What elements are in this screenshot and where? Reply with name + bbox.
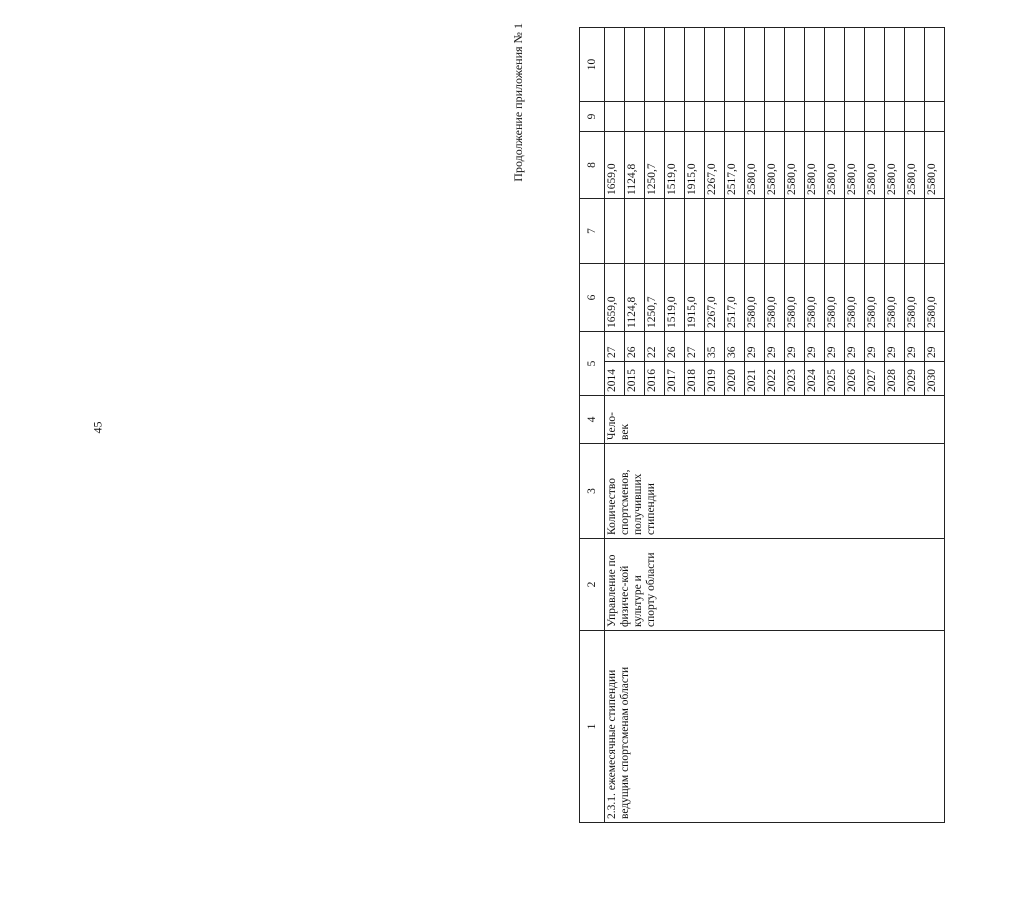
year-cell: 2019 (705, 362, 725, 396)
c9-cell (605, 102, 625, 132)
c9-cell (705, 102, 725, 132)
c9-cell (685, 102, 705, 132)
amount-cell: 2580,0 (745, 264, 765, 332)
count-cell: 29 (885, 332, 905, 362)
col7-cell (685, 199, 705, 264)
col-header-8: 8 (580, 132, 605, 199)
amount-cell: 2580,0 (865, 264, 885, 332)
c10-cell (805, 28, 825, 102)
c9-cell (825, 102, 845, 132)
count-cell: 27 (685, 332, 705, 362)
amount-cell: 1519,0 (665, 264, 685, 332)
amount-cell: 2580,0 (905, 264, 925, 332)
count-cell: 29 (905, 332, 925, 362)
col-header-6: 6 (580, 264, 605, 332)
c10-cell (865, 28, 885, 102)
year-cell: 2025 (825, 362, 845, 396)
amount-cell: 1659,0 (605, 264, 625, 332)
col-header-7: 7 (580, 199, 605, 264)
c10-cell (665, 28, 685, 102)
c10-cell (785, 28, 805, 102)
cell-col2: Управление по физичес-кой культуре и спорту области (605, 539, 945, 631)
amount-cell: 1124,8 (625, 264, 645, 332)
count-cell: 36 (725, 332, 745, 362)
c10-cell (705, 28, 725, 102)
col-header-1: 1 (580, 631, 605, 823)
count-cell: 22 (645, 332, 665, 362)
amount-cell: 2580,0 (785, 264, 805, 332)
col8-cell: 2580,0 (805, 132, 825, 199)
col7-cell (725, 199, 745, 264)
amount-cell: 2580,0 (805, 264, 825, 332)
amount-cell: 2580,0 (845, 264, 865, 332)
c10-cell (825, 28, 845, 102)
year-cell: 2014 (605, 362, 625, 396)
col7-cell (625, 199, 645, 264)
amount-cell: 1915,0 (685, 264, 705, 332)
c10-cell (765, 28, 785, 102)
year-cell: 2027 (865, 362, 885, 396)
col7-cell (825, 199, 845, 264)
c9-cell (865, 102, 885, 132)
col8-cell: 2580,0 (825, 132, 845, 199)
header-row (580, 28, 605, 823)
col8-cell: 2580,0 (845, 132, 865, 199)
amount-cell: 2267,0 (705, 264, 725, 332)
count-cell: 26 (665, 332, 685, 362)
col-header-5: 5 (580, 332, 605, 396)
amount-cell: 2580,0 (765, 264, 785, 332)
year-cell: 2026 (845, 362, 865, 396)
c10-cell (625, 28, 645, 102)
col-header-4: 4 (580, 396, 605, 444)
col7-cell (605, 199, 625, 264)
c10-cell (925, 28, 945, 102)
col8-cell: 1519,0 (665, 132, 685, 199)
table-body (605, 28, 945, 823)
year-cell: 2021 (745, 362, 765, 396)
amount-cell: 1250,7 (645, 264, 665, 332)
col7-cell (865, 199, 885, 264)
c10-cell (905, 28, 925, 102)
c9-cell (765, 102, 785, 132)
col8-cell: 2580,0 (745, 132, 765, 199)
count-cell: 26 (625, 332, 645, 362)
c10-cell (645, 28, 665, 102)
col8-cell: 1915,0 (685, 132, 705, 199)
c9-cell (625, 102, 645, 132)
c9-cell (885, 102, 905, 132)
col7-cell (705, 199, 725, 264)
col7-cell (805, 199, 825, 264)
year-cell: 2023 (785, 362, 805, 396)
col8-cell: 2580,0 (885, 132, 905, 199)
data-table (579, 27, 945, 823)
col7-cell (925, 199, 945, 264)
col8-cell: 2267,0 (705, 132, 725, 199)
amount-cell: 2580,0 (825, 264, 845, 332)
c10-cell (845, 28, 865, 102)
col8-cell: 2580,0 (865, 132, 885, 199)
amount-cell: 2580,0 (885, 264, 905, 332)
c9-cell (905, 102, 925, 132)
col7-cell (905, 199, 925, 264)
table-row (605, 28, 625, 823)
count-cell: 29 (925, 332, 945, 362)
year-cell: 2017 (665, 362, 685, 396)
c9-cell (665, 102, 685, 132)
year-cell: 2029 (905, 362, 925, 396)
amount-cell: 2580,0 (925, 264, 945, 332)
c10-cell (745, 28, 765, 102)
col8-cell: 2517,0 (725, 132, 745, 199)
c9-cell (845, 102, 865, 132)
col8-cell: 1124,8 (625, 132, 645, 199)
col8-cell: 1659,0 (605, 132, 625, 199)
col7-cell (745, 199, 765, 264)
col8-cell: 2580,0 (785, 132, 805, 199)
count-cell: 29 (865, 332, 885, 362)
col8-cell: 2580,0 (925, 132, 945, 199)
c9-cell (745, 102, 765, 132)
col7-cell (845, 199, 865, 264)
c9-cell (925, 102, 945, 132)
appendix-caption: Продолжение приложения № 1 (511, 23, 525, 182)
count-cell: 29 (765, 332, 785, 362)
cell-col1: 2.3.1. ежемесячные стипендии ведущим спортсменам области (605, 631, 945, 823)
col-header-3: 3 (580, 444, 605, 539)
col7-cell (665, 199, 685, 264)
c9-cell (785, 102, 805, 132)
col7-cell (645, 199, 665, 264)
year-cell: 2016 (645, 362, 665, 396)
year-cell: 2015 (625, 362, 645, 396)
count-cell: 27 (605, 332, 625, 362)
c9-cell (805, 102, 825, 132)
count-cell: 29 (745, 332, 765, 362)
c10-cell (605, 28, 625, 102)
c10-cell (725, 28, 745, 102)
col7-cell (885, 199, 905, 264)
count-cell: 29 (805, 332, 825, 362)
cell-col3: Количество спортсменов, получивших стипендии (605, 444, 945, 539)
col-header-9: 9 (580, 102, 605, 132)
count-cell: 29 (845, 332, 865, 362)
year-cell: 2030 (925, 362, 945, 396)
count-cell: 35 (705, 332, 725, 362)
page-number: 45 (90, 421, 105, 434)
year-cell: 2018 (685, 362, 705, 396)
year-cell: 2028 (885, 362, 905, 396)
amount-cell: 2517,0 (725, 264, 745, 332)
count-cell: 29 (825, 332, 845, 362)
col8-cell: 2580,0 (905, 132, 925, 199)
c9-cell (725, 102, 745, 132)
col-header-10: 10 (580, 28, 605, 102)
count-cell: 29 (785, 332, 805, 362)
col8-cell: 1250,7 (645, 132, 665, 199)
col7-cell (785, 199, 805, 264)
year-cell: 2024 (805, 362, 825, 396)
col-header-2: 2 (580, 539, 605, 631)
col7-cell (765, 199, 785, 264)
col8-cell: 2580,0 (765, 132, 785, 199)
rotated-table-page (511, 23, 1017, 823)
c10-cell (685, 28, 705, 102)
year-cell: 2022 (765, 362, 785, 396)
year-cell: 2020 (725, 362, 745, 396)
c10-cell (885, 28, 905, 102)
cell-col4: Чело-век (605, 396, 945, 444)
c9-cell (645, 102, 665, 132)
